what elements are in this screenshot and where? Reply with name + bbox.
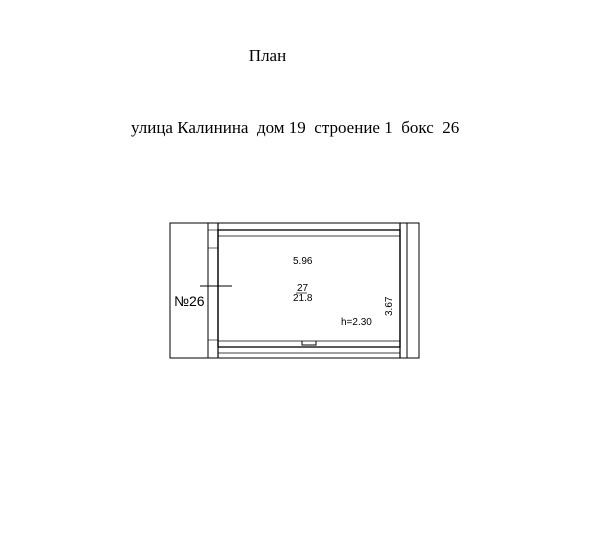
box-number-label: №26: [174, 293, 205, 309]
room-inner-wall: [218, 230, 400, 347]
gate-mark: [302, 341, 316, 345]
length-dimension: 5.96: [293, 256, 313, 267]
width-dimension: 3.67: [384, 296, 395, 316]
ceiling-height: h=2.30: [341, 317, 372, 328]
title-text: План: [248, 46, 287, 65]
room-area: 21.8: [293, 293, 313, 304]
address-line: улица Калинина дом 19 строение 1 бокс 26: [131, 118, 460, 137]
outer-wall: [170, 223, 419, 358]
room-number: 27: [297, 283, 309, 294]
